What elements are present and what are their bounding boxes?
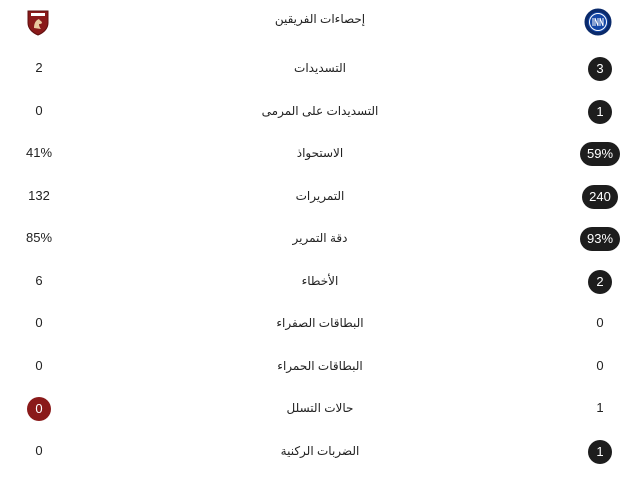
home-value-cell xyxy=(560,267,640,295)
page-title: إحصاءات الفريقين xyxy=(274,12,366,26)
stat-label: حالات التسلل xyxy=(286,401,354,415)
stat-row-red-cards xyxy=(0,352,640,380)
stat-row-yellow-cards xyxy=(0,309,640,337)
away-value-cell xyxy=(0,139,78,167)
stat-label: البطاقات الحمراء xyxy=(277,359,363,373)
away-stat-highlight-badge: 0 xyxy=(27,397,51,421)
home-stat-value: 1 xyxy=(596,400,604,415)
home-value-cell xyxy=(560,97,640,125)
stat-label: التسديدات xyxy=(294,61,346,75)
stat-label: التمريرات xyxy=(295,189,345,203)
stat-row-shots xyxy=(0,54,640,82)
stat-row-corners xyxy=(0,437,640,465)
home-stat-value: 0 xyxy=(596,315,604,330)
away-value-cell xyxy=(0,54,78,82)
home-value-cell xyxy=(560,437,640,465)
away-value-cell xyxy=(0,267,78,295)
stat-label: دقة التمرير xyxy=(292,231,348,245)
stat-row-offsides xyxy=(0,394,640,422)
home-value-cell xyxy=(560,224,640,252)
home-value-cell xyxy=(560,394,640,422)
inter-crest-icon xyxy=(584,8,612,36)
home-stat-highlight-badge: 1 xyxy=(588,440,612,464)
home-stat-highlight-badge: 240 xyxy=(582,185,618,209)
away-value-cell xyxy=(0,352,78,380)
away-stat-value: 41% xyxy=(25,145,53,160)
stat-label: البطاقات الصفراء xyxy=(276,316,364,330)
stat-label: الأخطاء xyxy=(301,274,339,288)
home-stat-highlight-badge: 2 xyxy=(588,270,612,294)
home-stat-highlight-badge: 3 xyxy=(588,57,612,81)
away-value-cell xyxy=(0,97,78,125)
stat-row-fouls xyxy=(0,267,640,295)
home-value-cell xyxy=(560,352,640,380)
stat-row-pass-accuracy xyxy=(0,224,640,252)
away-stat-value: 85% xyxy=(25,230,53,245)
stats-header xyxy=(0,0,640,44)
away-value-cell xyxy=(0,309,78,337)
stat-row-possession xyxy=(0,139,640,167)
away-value-cell xyxy=(0,224,78,252)
away-stat-value: 2 xyxy=(35,60,43,75)
away-stat-value: 0 xyxy=(35,315,43,330)
home-value-cell xyxy=(560,54,640,82)
away-stat-value: 0 xyxy=(35,443,43,458)
away-value-cell xyxy=(0,182,78,210)
away-stat-value: 132 xyxy=(28,188,50,203)
home-stat-highlight-badge: 1 xyxy=(588,100,612,124)
stat-label: الضربات الركنية xyxy=(280,444,360,458)
stat-row-passes xyxy=(0,182,640,210)
stat-label: الاستحواذ xyxy=(296,146,344,160)
home-value-cell xyxy=(560,309,640,337)
away-stat-value: 0 xyxy=(35,358,43,373)
away-stat-value: 6 xyxy=(35,273,43,288)
stat-row-shots-on-target xyxy=(0,97,640,125)
home-stat-highlight-badge: 93% xyxy=(580,227,620,251)
home-stat-value: 0 xyxy=(596,358,604,373)
away-value-cell xyxy=(0,394,78,422)
torino-crest-icon xyxy=(24,8,52,36)
away-value-cell xyxy=(0,437,78,465)
stat-label: التسديدات على المرمى xyxy=(261,104,379,118)
away-stat-value: 0 xyxy=(35,103,43,118)
home-stat-highlight-badge: 59% xyxy=(580,142,620,166)
home-value-cell xyxy=(560,182,640,210)
home-value-cell xyxy=(560,139,640,167)
